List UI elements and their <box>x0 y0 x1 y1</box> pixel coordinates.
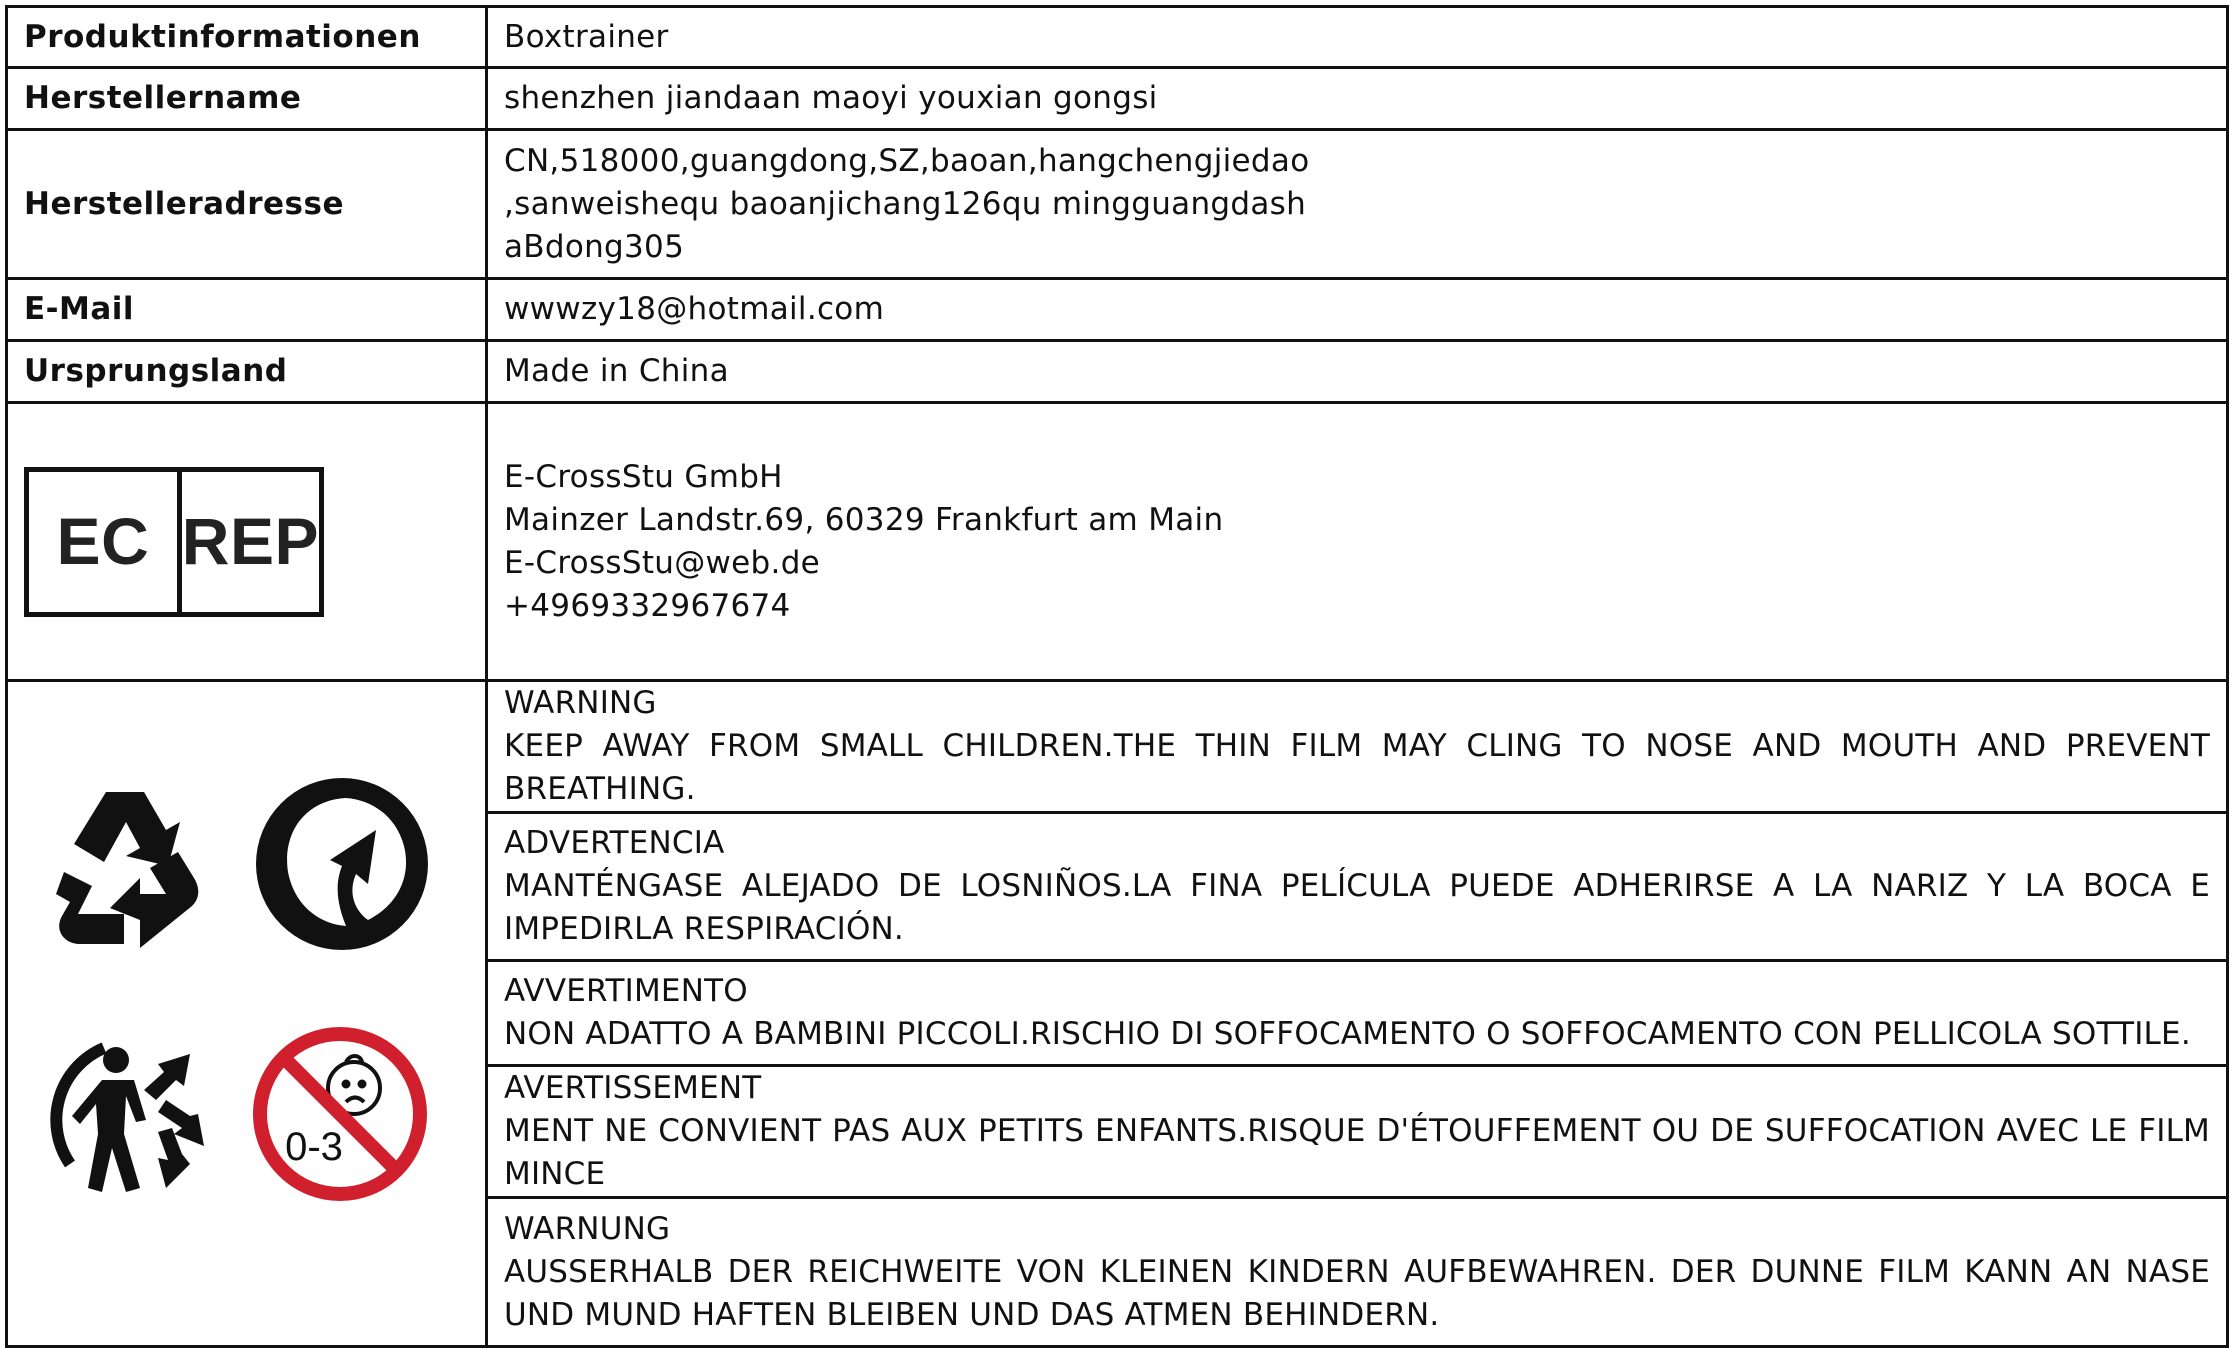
symbols-grid <box>24 708 504 1320</box>
ec-rep-line: E-CrossStu GmbH <box>504 458 783 495</box>
warning-text: KEEP AWAY FROM SMALL CHILDREN.THE THIN FILM MAY CLING TO NOSE AND MOUTH AND PREVENT BREATHING. <box>504 728 2210 807</box>
manufacturer-value: shenzhen jiandaan maoyi youxian gongsi <box>487 68 2228 130</box>
origin-label: Ursprungsland <box>7 341 487 403</box>
product-label: Produktinformationen <box>7 7 487 68</box>
address-line: CN,518000,guangdong,SZ,baoan,hangchengjiedao <box>504 142 1310 179</box>
ec-rep-symbol-left: EC <box>29 472 182 612</box>
age-range-text: 0-3 <box>285 1124 343 1169</box>
triman-icon <box>40 1024 220 1204</box>
warning-text: NON ADATTO A BAMBINI PICCOLI.RISCHIO DI SOFFOCAMENTO O SOFFOCAMENTO CON PELLICOLA SOTTILE. <box>504 1016 2191 1052</box>
warning-title: WARNING <box>504 685 657 721</box>
warning-fr <box>487 1066 2228 1198</box>
address-label: Herstelleradresse <box>7 130 487 279</box>
warning-title: AVERTISSEMENT <box>504 1070 762 1106</box>
row-email <box>7 279 2228 341</box>
warning-en <box>487 681 2228 813</box>
warning-it <box>487 961 2228 1066</box>
ec-rep-cell <box>7 403 487 681</box>
recycle-icon <box>40 774 220 954</box>
row-origin <box>7 341 2228 403</box>
address-value <box>487 130 2228 279</box>
warning-row <box>7 681 2228 813</box>
ec-rep-line: E-CrossStu@web.de <box>504 544 821 581</box>
row-address <box>7 130 2228 279</box>
ec-rep-symbol <box>24 467 324 617</box>
warning-de <box>487 1198 2228 1347</box>
ec-rep-symbol-right: REP <box>181 504 319 578</box>
address-line: ,sanweishequ baoanjichang126qu mingguangdash <box>504 185 1307 222</box>
row-ec-rep <box>7 403 2228 681</box>
origin-value: Made in China <box>487 341 2228 403</box>
warning-text: AUSSERHALB DER REICHWEITE VON KLEINEN KINDERN AUFBEWAHREN. DER DUNNE FILM KANN AN NASE UND MUND HAFTEN BLEIBEN UND DAS ATMEN BEHINDERN. <box>504 1253 2210 1333</box>
row-manufacturer <box>7 68 2228 130</box>
ec-rep-details <box>487 403 2228 681</box>
warning-es <box>487 813 2228 961</box>
green-dot-icon <box>252 774 432 954</box>
manufacturer-label: Herstellername <box>7 68 487 130</box>
email-value: wwwzy18@hotmail.com <box>487 279 2228 341</box>
warning-title: AVVERTIMENTO <box>504 973 748 1009</box>
warning-text: MENT NE CONVIENT PAS AUX PETITS ENFANTS.RISQUE D'ÉTOUFFEMENT OU DE SUFFOCATION AVEC LE FILM MINCE <box>504 1113 2210 1192</box>
warning-text: MANTÉNGASE ALEJADO DE LOSNIÑOS.LA FINA PELÍCULA PUEDE ADHERIRSE A LA NARIZ Y LA BOCA E IMPEDIRLA RESPIRACIÓN. <box>504 868 2210 947</box>
email-label: E-Mail <box>7 279 487 341</box>
warning-title: ADVERTENCIA <box>504 825 725 861</box>
warning-title: WARNUNG <box>504 1210 671 1247</box>
ec-rep-line: Mainzer Landstr.69, 60329 Frankfurt am Main <box>504 501 1224 538</box>
symbols-cell <box>7 681 487 1347</box>
address-line: aBdong305 <box>504 228 685 265</box>
row-product <box>7 7 2228 68</box>
product-info-table <box>5 5 2229 1348</box>
ec-rep-line: +4969332967674 <box>504 587 791 624</box>
product-value: Boxtrainer <box>487 7 2228 68</box>
not-for-age-0-3-icon <box>250 1024 430 1204</box>
